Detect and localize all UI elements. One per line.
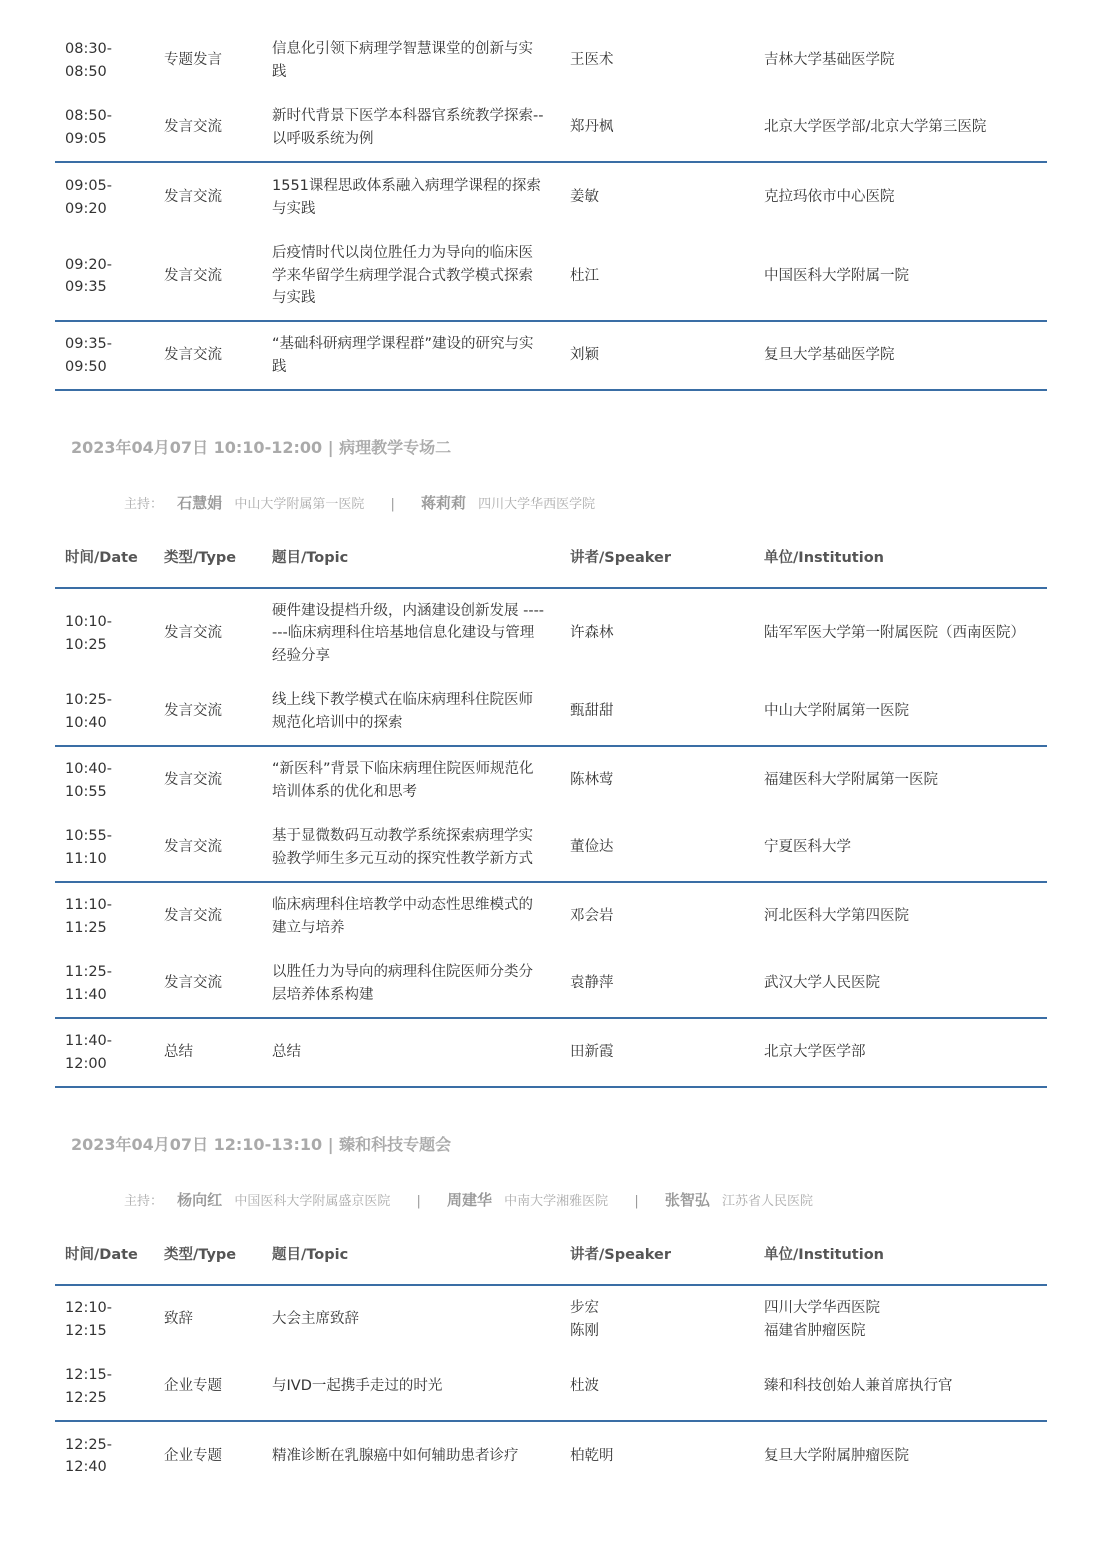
topic-cell: 与IVD一起携手走过的时光 [272, 1378, 443, 1395]
institution-cell: 臻和科技创始人兼首席执行官 [764, 1378, 953, 1395]
speaker-cell: 郑丹枫 [570, 119, 614, 136]
host-name: 张智弘 [664, 1191, 710, 1209]
type-cell: 发言交流 [164, 839, 222, 856]
schedule-table-morning [55, 27, 1047, 391]
host-name: 石慧娟 [177, 494, 223, 512]
host-name: 周建华 [447, 1191, 493, 1209]
speaker-cell [560, 1285, 754, 1353]
institution-cell: 复旦大学基础医学院 [764, 347, 895, 364]
topic-cell: 硬件建设提档升级，内涵建设创新发展 -------临床病理科住培基地信息化建设与管理经验分享 [272, 602, 545, 664]
host-institution: 中国医科大学附属盛京医院 [234, 1194, 391, 1209]
header-topic: 题目/Topic [272, 549, 349, 566]
header-institution: 单位/Institution [764, 549, 884, 566]
time-cell: 11:10- 11:25 [65, 897, 113, 936]
header-institution: 单位/Institution [764, 1246, 884, 1263]
type-cell: 专题发言 [164, 52, 222, 69]
institution-cell: 中国医科大学附属一院 [764, 267, 909, 284]
session-hosts-2 [124, 492, 595, 513]
host-label: 主持： [124, 1194, 164, 1209]
speaker-cell: 杜波 [570, 1378, 599, 1395]
time-cell: 09:35- 09:50 [65, 336, 113, 375]
speaker-cell: 甄甜甜 [570, 703, 614, 720]
institution-cell: 北京大学医学部 [764, 1044, 866, 1061]
session-title-2: 2023年04月07日 10:10-12:00 | 病理教学专场二 [71, 438, 452, 457]
header-time: 时间/Date [65, 549, 138, 566]
topic-cell: “基础科研病理学课程群”建设的研究与实践 [272, 336, 534, 375]
topic-cell: 基于显微数码互动教学系统探索病理学实验教学师生多元互动的探究性教学新方式 [272, 828, 533, 867]
topic-cell: 线上线下教学模式在临床病理科住院医师规范化培训中的探索 [272, 692, 533, 731]
session-hosts-3 [124, 1189, 813, 1210]
institution-name: 四川大学华西医院 [764, 1300, 880, 1316]
topic-cell: 1551课程思政体系融入病理学课程的探索与实践 [272, 178, 541, 217]
topic-cell: 总结 [272, 1044, 301, 1061]
speaker-name: 步宏 [570, 1300, 599, 1316]
host-name: 杨向红 [177, 1191, 223, 1209]
schedule-table-session-2 [55, 529, 1047, 1088]
header-type: 类型/Type [164, 1246, 237, 1263]
institution-cell: 吉林大学基础医学院 [764, 52, 895, 69]
time-cell: 12:10- 12:15 [65, 1300, 113, 1339]
institution-cell: 北京大学医学部/北京大学第三医院 [764, 119, 987, 136]
time-cell: 11:40- 12:00 [65, 1033, 113, 1072]
host-separator: | [390, 497, 395, 512]
table-row [55, 814, 1047, 882]
type-cell: 企业专题 [164, 1378, 222, 1395]
institution-cell: 福建医科大学附属第一医院 [764, 772, 938, 789]
type-cell: 企业专题 [164, 1447, 222, 1464]
time-cell: 12:25- 12:40 [65, 1436, 113, 1475]
schedule-table-session-3 [55, 1226, 1047, 1490]
table-row [55, 1353, 1047, 1421]
table-row [55, 588, 1047, 678]
time-cell: 12:15- 12:25 [65, 1367, 113, 1406]
session-title-3: 2023年04月07日 12:10-13:10 | 臻和科技专题会 [71, 1135, 452, 1154]
speaker-cell: 袁静萍 [570, 975, 614, 992]
time-cell: 10:10- 10:25 [65, 614, 113, 653]
host-name: 蒋莉莉 [421, 494, 467, 512]
topic-cell: 以胜任力为导向的病理科住院医师分类分层培养体系构建 [272, 964, 533, 1003]
institution-cell: 复旦大学附属肿瘤医院 [764, 1447, 909, 1464]
speaker-name: 陈刚 [570, 1322, 599, 1339]
header-time: 时间/Date [65, 1246, 138, 1263]
topic-cell: “新医科”背景下临床病理住院医师规范化培训体系的优化和思考 [272, 761, 534, 800]
time-cell: 08:30- 08:50 [65, 41, 113, 80]
time-cell: 10:55- 11:10 [65, 828, 113, 867]
host-institution: 江苏省人民医院 [722, 1194, 814, 1209]
time-cell: 11:25- 11:40 [65, 964, 113, 1003]
table-row [55, 678, 1047, 746]
topic-cell: 后疫情时代以岗位胜任力为导向的临床医学来华留学生病理学混合式教学模式探索与实践 [272, 245, 533, 307]
header-topic: 题目/Topic [272, 1246, 349, 1263]
header-speaker: 讲者/Speaker [570, 1246, 671, 1263]
topic-cell: 精准诊断在乳腺癌中如何辅助患者诊疗 [272, 1447, 519, 1464]
table-header-row [55, 1226, 1047, 1285]
type-cell: 致辞 [164, 1311, 193, 1328]
institution-cell: 武汉大学人民医院 [764, 975, 880, 992]
host-institution: 中南大学湘雅医院 [504, 1194, 609, 1209]
type-cell: 发言交流 [164, 908, 222, 925]
speaker-cell: 刘颖 [570, 347, 599, 364]
time-cell: 10:40- 10:55 [65, 761, 113, 800]
institution-cell [754, 1285, 1047, 1353]
table-row [55, 94, 1047, 162]
time-cell: 09:20- 09:35 [65, 256, 113, 295]
speaker-cell: 邓会岩 [570, 908, 614, 925]
speaker-cell: 柏乾明 [570, 1447, 614, 1464]
topic-cell: 大会主席致辞 [272, 1311, 359, 1328]
table-header-row [55, 529, 1047, 588]
host-separator: | [634, 1194, 639, 1209]
time-cell: 08:50- 09:05 [65, 108, 113, 147]
institution-cell: 克拉玛依市中心医院 [764, 189, 895, 206]
speaker-cell: 董俭达 [570, 839, 614, 856]
type-cell: 发言交流 [164, 347, 222, 364]
type-cell: 发言交流 [164, 975, 222, 992]
time-cell: 10:25- 10:40 [65, 692, 113, 731]
institution-cell: 宁夏医科大学 [764, 839, 851, 856]
speaker-cell: 陈林莺 [570, 772, 614, 789]
topic-cell: 新时代背景下医学本科器官系统教学探索--以呼吸系统为例 [272, 108, 544, 147]
type-cell: 发言交流 [164, 119, 222, 136]
table-row [55, 882, 1047, 950]
host-label: 主持： [124, 497, 164, 512]
institution-cell: 中山大学附属第一医院 [764, 703, 909, 720]
header-speaker: 讲者/Speaker [570, 549, 671, 566]
institution-cell: 河北医科大学第四医院 [764, 908, 909, 925]
table-row [55, 950, 1047, 1018]
type-cell: 发言交流 [164, 703, 222, 720]
type-cell: 发言交流 [164, 625, 222, 642]
host-institution: 中山大学附属第一医院 [234, 497, 365, 512]
type-cell: 发言交流 [164, 772, 222, 789]
type-cell: 发言交流 [164, 267, 222, 284]
type-cell: 发言交流 [164, 189, 222, 206]
institution-cell: 陆军军医大学第一附属医院（西南医院） [764, 625, 1025, 642]
institution-name: 福建省肿瘤医院 [764, 1322, 866, 1339]
table-row [55, 162, 1047, 232]
speaker-cell: 田新霞 [570, 1044, 614, 1061]
table-row [55, 1018, 1047, 1087]
host-institution: 四川大学华西医学院 [478, 497, 596, 512]
table-row [55, 1285, 1047, 1353]
type-cell: 总结 [164, 1044, 193, 1061]
header-type: 类型/Type [164, 549, 237, 566]
table-row [55, 232, 1047, 321]
speaker-cell: 杜江 [570, 267, 599, 284]
table-row [55, 746, 1047, 814]
table-row [55, 27, 1047, 94]
topic-cell: 信息化引领下病理学智慧课堂的创新与实践 [272, 41, 533, 80]
table-row [55, 1421, 1047, 1490]
time-cell: 09:05- 09:20 [65, 178, 113, 217]
speaker-cell: 许森林 [570, 625, 614, 642]
speaker-cell: 姜敏 [570, 189, 599, 206]
speaker-cell: 王医术 [570, 52, 614, 69]
topic-cell: 临床病理科住培教学中动态性思维模式的建立与培养 [272, 897, 533, 936]
table-row [55, 321, 1047, 390]
host-separator: | [416, 1194, 421, 1209]
